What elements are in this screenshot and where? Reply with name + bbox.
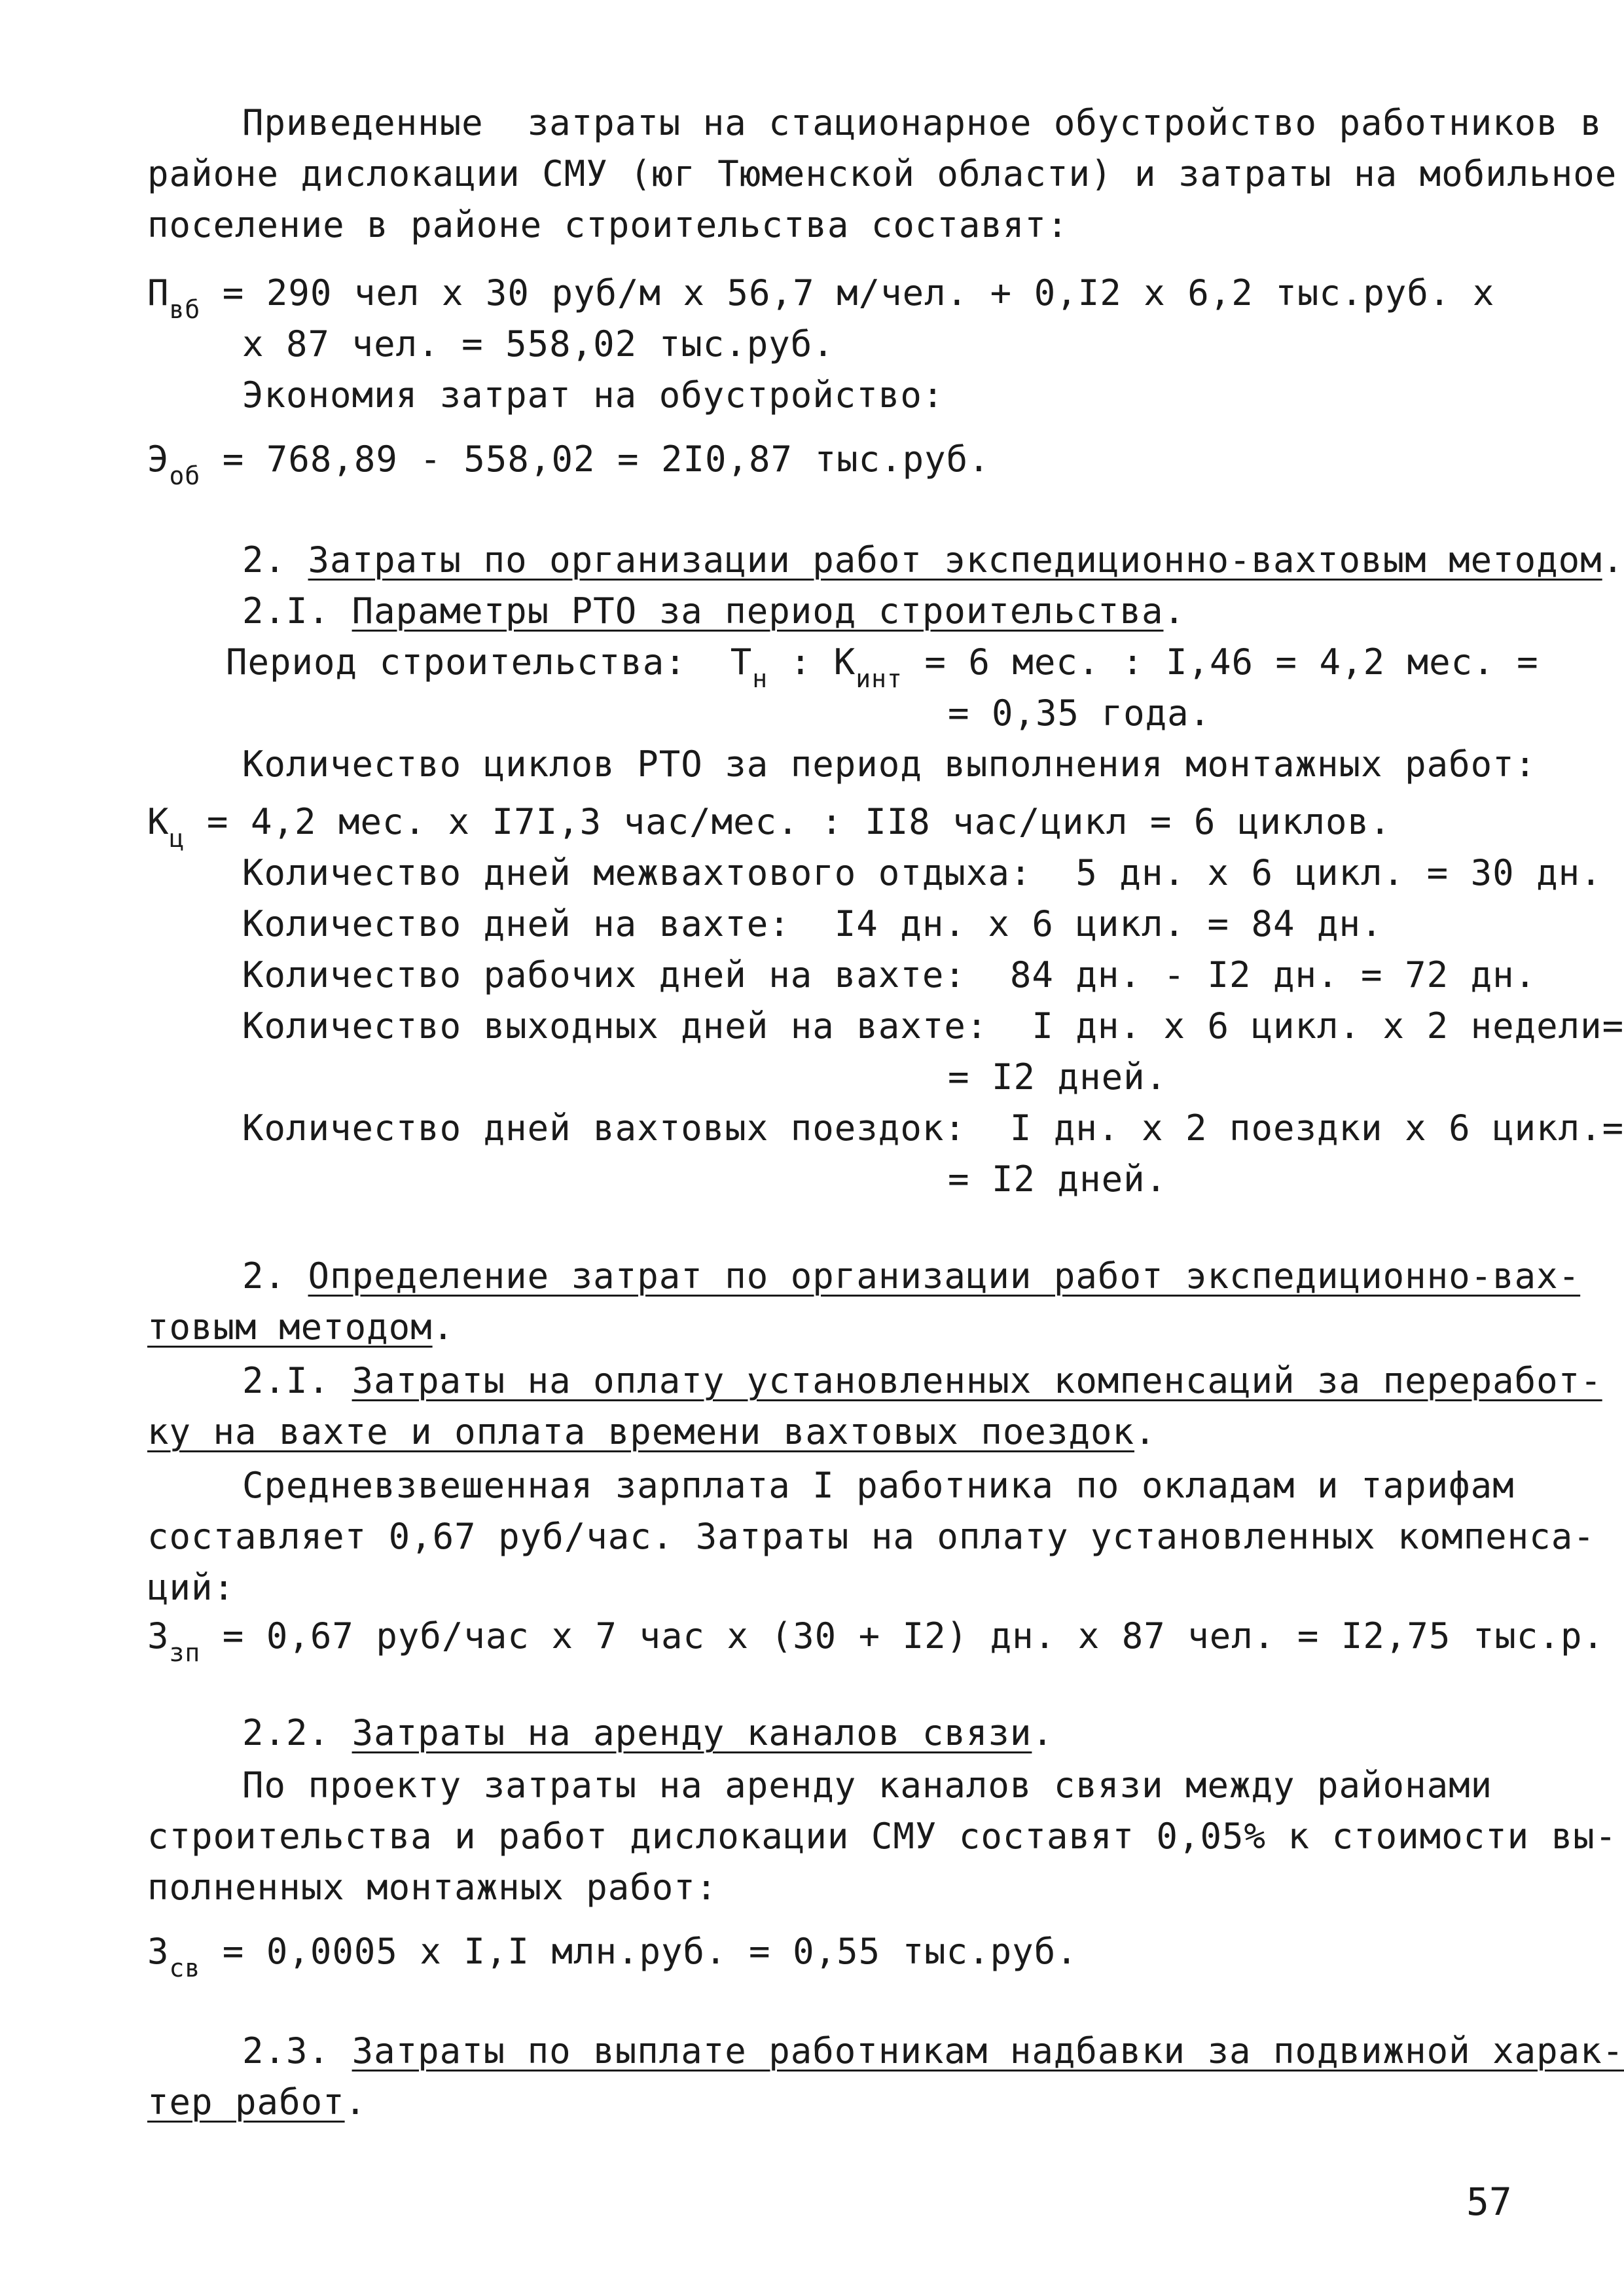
page-number: 57	[1466, 2179, 1512, 2224]
formula-symbol: З	[147, 1931, 170, 1972]
economy-label: Экономия затрат на обустройство:	[242, 374, 945, 416]
section-2-heading	[242, 535, 1624, 585]
days-working-line: Количество рабочих дней на вахте: 84 дн. - I2 дн. = 72 дн.	[242, 954, 1537, 996]
section-2b-heading	[242, 1251, 1580, 1301]
period-line	[226, 637, 1539, 704]
section-dot: .	[1032, 1712, 1054, 1753]
section-2b-heading-cont	[147, 1302, 454, 1352]
formula-symbol: Э	[147, 439, 170, 480]
channels-para-1: По проекту затраты на аренду каналов связи между районами	[242, 1765, 1493, 1806]
days-trips-result: = I2 дней.	[948, 1158, 1168, 1200]
formula-subscript: вб	[169, 295, 201, 324]
days-off-result: = I2 дней.	[948, 1056, 1168, 1098]
formula-z-zp	[147, 1611, 1604, 1677]
intro-line-3: поселение в районе строительства составят:	[147, 204, 1069, 245]
formula-z-sv	[147, 1927, 1078, 1993]
section-title: Затраты на аренду каналов связи	[352, 1712, 1032, 1753]
formula-expression: = 0,67 руб/час х 7 час х (30 + I2) дн. х 87 чел. = I2,75 тыс.р.	[200, 1615, 1604, 1657]
section-dot: .	[1134, 1411, 1157, 1452]
days-shift-line: Количество дней на вахте: I4 дн. х 6 цикл. = 84 дн.	[242, 903, 1383, 944]
compensation-para-1: Средневзвешенная зарплата I работника по окладам и тарифам	[242, 1465, 1515, 1506]
section-2-3-heading	[242, 2026, 1624, 2076]
period-expression: = 6 мес. : I,46 = 4,2 мес. =	[902, 641, 1539, 683]
formula-e-ob	[147, 435, 990, 501]
formula-subscript: ц	[169, 824, 185, 853]
section-dot: .	[432, 1306, 455, 1348]
compensation-para-2: составляет 0,67 руб/час. Затраты на оплату установленных компенса-	[147, 1516, 1595, 1557]
cycles-label: Количество циклов РТО за период выполнения монтажных работ:	[242, 744, 1537, 785]
formula-subscript: об	[169, 461, 201, 490]
period-result: = 0,35 года.	[948, 692, 1212, 734]
formula-expression: = 768,89 - 558,02 = 2I0,87 тыс.руб.	[200, 439, 990, 480]
formula-symbol: З	[147, 1615, 170, 1657]
days-off-line: Количество выходных дней на вахте: I дн. х 6 цикл. х 2 недели=	[242, 1005, 1624, 1047]
section-title: Определение затрат по организации работ экспедиционно-вах-	[308, 1255, 1581, 1297]
section-title: тер работ	[147, 2081, 345, 2123]
section-number: 2.3.	[242, 2030, 352, 2072]
section-number: 2.I.	[242, 1360, 352, 1401]
intro-line-2: районе дислокации СМУ (юг Тюменской области) и затраты на мобильное	[147, 153, 1617, 194]
compensation-para-3: ций:	[147, 1567, 236, 1608]
days-rest-line: Количество дней межвахтового отдыха: 5 дн. х 6 цикл. = 30 дн.	[242, 852, 1602, 893]
section-number: 2.I.	[242, 590, 352, 632]
section-2-1-heading	[242, 586, 1185, 636]
formula-subscript: зп	[169, 1638, 201, 1667]
formula-expression: = 290 чел х 30 руб/м х 56,7 м/чел. + 0,I2 х 6,2 тыс.руб. х	[200, 272, 1495, 314]
channels-para-3: полненных монтажных работ:	[147, 1867, 718, 1908]
section-title: Затраты по организации работ экспедиционно-вахтовым методом	[308, 539, 1602, 581]
section-2b-1-heading	[242, 1356, 1602, 1406]
section-title: Затраты по выплате работникам надбавки за подвижной харак-	[352, 2030, 1624, 2072]
period-k-subscript: инт	[856, 664, 903, 693]
formula-subscript: св	[169, 1954, 201, 1982]
period-k-symbol: : К	[768, 641, 856, 683]
formula-expression: = 4,2 мес. х I7I,3 час/мес. : II8 час/цикл = 6 циклов.	[185, 801, 1392, 842]
section-dot: .	[1602, 539, 1624, 581]
section-title: товым методом	[147, 1306, 433, 1348]
section-2b-1-heading-cont	[147, 1407, 1157, 1457]
formula-p-vb-cont: х 87 чел. = 558,02 тыс.руб.	[242, 323, 835, 365]
section-title: Затраты на оплату установленных компенсаций за переработ-	[352, 1360, 1602, 1401]
section-dot: .	[1163, 590, 1185, 632]
section-number: 2.	[242, 539, 308, 581]
section-title: Параметры РТО за период строительства	[352, 590, 1164, 632]
section-title: ку на вахте и оплата времени вахтовых поездок	[147, 1411, 1134, 1452]
formula-expression: = 0,0005 х I,I млн.руб. = 0,55 тыс.руб.	[200, 1931, 1078, 1972]
period-label: Период строительства:	[226, 641, 731, 683]
intro-line-1: Приведенные затраты на стационарное обустройство работников в	[242, 102, 1602, 143]
formula-symbol: П	[147, 272, 170, 314]
section-number: 2.2.	[242, 1712, 352, 1753]
section-number: 2.	[242, 1255, 308, 1297]
formula-symbol: К	[147, 801, 170, 842]
section-2-3-heading-cont	[147, 2077, 367, 2127]
channels-para-2: строительства и работ дислокации СМУ составят 0,05% к стоимости вы-	[147, 1816, 1617, 1857]
period-t-subscript: н	[752, 664, 768, 693]
section-2-2-heading	[242, 1708, 1054, 1758]
days-trips-line: Количество дней вахтовых поездок: I дн. х 2 поездки х 6 цикл.=	[242, 1107, 1624, 1149]
section-dot: .	[344, 2081, 367, 2123]
period-t-symbol: Т	[730, 641, 753, 683]
